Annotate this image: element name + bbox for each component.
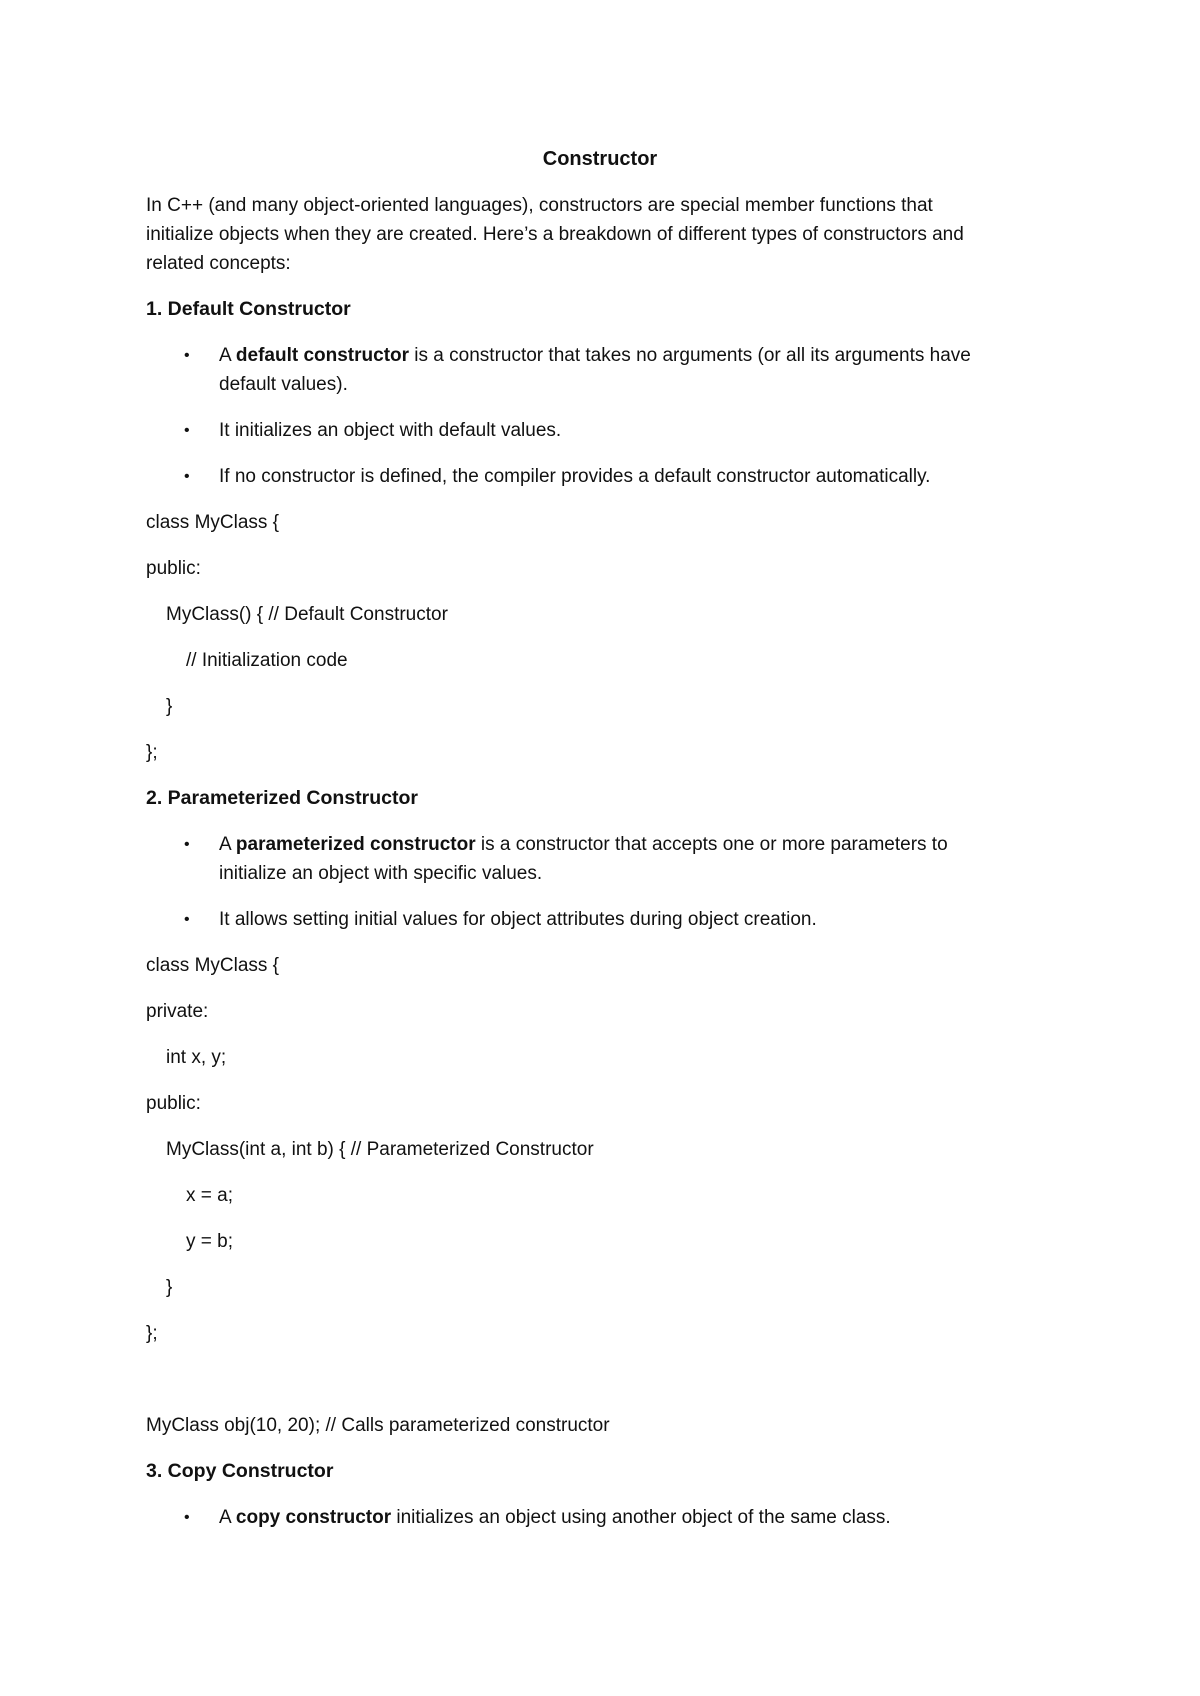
intro-line: related concepts: [146, 253, 291, 274]
bullet-item: It initializes an object with default values. [219, 420, 562, 441]
bullet-item: It allows setting initial values for object attributes during object creation. [219, 909, 817, 930]
bullet-text: is a constructor that accepts one or more parameters to [475, 834, 948, 855]
code-line: private: [146, 1001, 209, 1022]
bullet-icon: • [184, 468, 190, 485]
section-heading: 1. Default Constructor [146, 298, 351, 320]
section-heading: 2. Parameterized Constructor [146, 787, 419, 809]
code-line: MyClass() { // Default Constructor [166, 604, 448, 625]
bullet-text: initializes an object using another object of the same class. [391, 1507, 891, 1528]
code-line: x = a; [186, 1185, 233, 1206]
code-line: int x, y; [166, 1047, 227, 1068]
bold-term: parameterized constructor [235, 834, 476, 855]
code-line: public: [146, 558, 201, 579]
intro-line: initialize objects when they are created. Here’s a breakdown of different types of constructors and [146, 224, 964, 245]
bullet-item [219, 1503, 891, 1532]
bullet-text: A [219, 834, 236, 855]
bullet-icon: • [184, 1509, 190, 1526]
bold-term: copy constructor [235, 1507, 392, 1528]
bullet-item: If no constructor is defined, the compiler provides a default constructor automatically. [219, 466, 931, 487]
code-line: // Initialization code [186, 650, 348, 671]
code-line: MyClass(int a, int b) { // Parameterized Constructor [166, 1139, 594, 1160]
section-heading: 3. Copy Constructor [146, 1460, 334, 1482]
bullet-continuation: initialize an object with specific values. [219, 863, 543, 884]
bold-term: default constructor [235, 345, 410, 366]
intro-line: In C++ (and many object-oriented languages), constructors are special member functions that [146, 195, 933, 216]
code-line: MyClass obj(10, 20); // Calls parameterized constructor [146, 1415, 610, 1436]
bullet-text: A [219, 345, 236, 366]
bullet-text: A [219, 1507, 236, 1528]
bullet-icon: • [184, 347, 190, 364]
code-line: } [166, 696, 173, 717]
code-line: }; [146, 1323, 158, 1344]
bullet-icon: • [184, 911, 190, 928]
bullet-item [219, 830, 948, 859]
bullet-text: is a constructor that takes no arguments (or all its arguments have [409, 345, 971, 366]
code-line: y = b; [186, 1231, 233, 1252]
document-title: Constructor [542, 148, 658, 170]
bullet-icon: • [184, 422, 190, 439]
code-line: public: [146, 1093, 201, 1114]
code-line: class MyClass { [146, 955, 280, 976]
code-line: } [166, 1277, 173, 1298]
code-line: class MyClass { [146, 512, 280, 533]
bullet-item [219, 341, 971, 370]
code-line: }; [146, 742, 158, 763]
bullet-continuation: default values). [219, 374, 348, 395]
bullet-icon: • [184, 836, 190, 853]
